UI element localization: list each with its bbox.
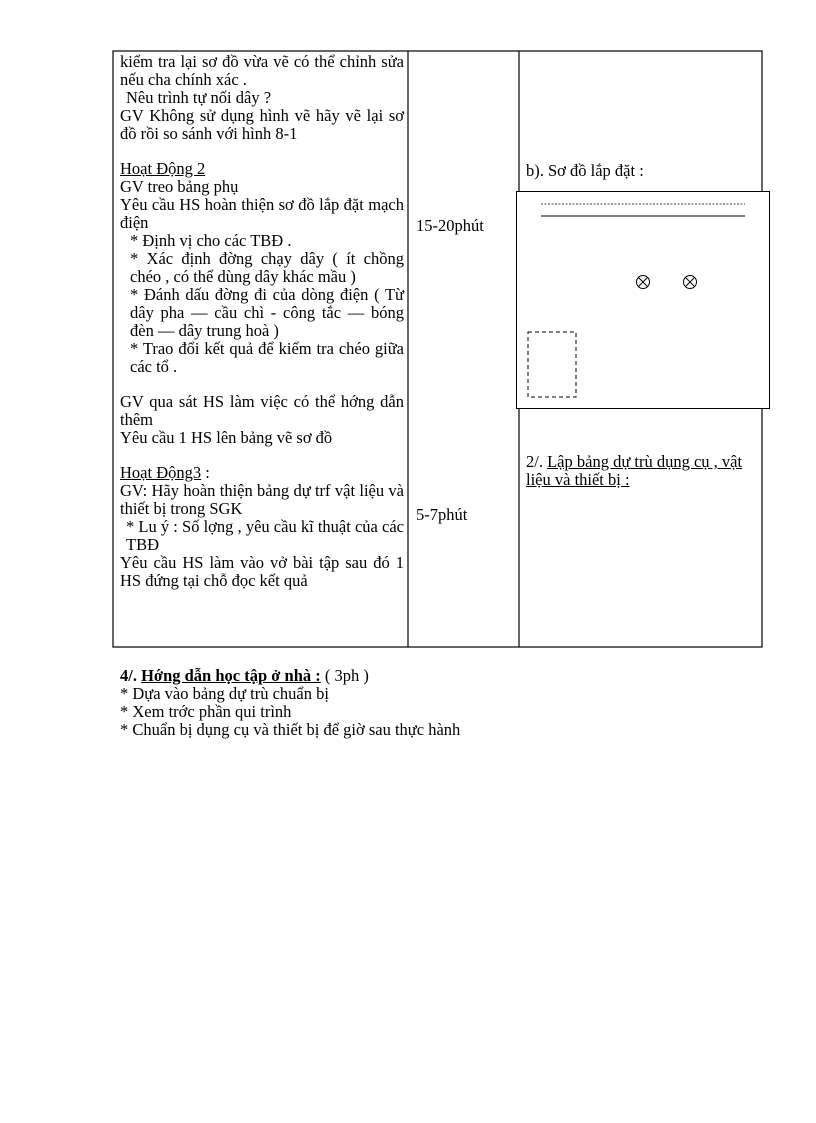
switchboard-outline [528,332,576,397]
section2-prefix: 2/. [526,452,548,471]
homework-duration: ( 3ph ) [320,666,369,685]
section2-title: Lập bảng dự trù dụng cụ , vật liệu và thiết bị : [526,452,743,489]
activity2-line: * Định vị cho các TBĐ . [130,231,292,250]
activity3-line: GV: Hãy hoàn thiện bảng dự trf vật liệu và thiết bị trong SGK [120,481,404,518]
intro-line: Nêu trình tự nối dây ? [126,88,272,107]
activity2-line: GV treo bảng phụ [120,177,239,196]
homework-number: 4/. [120,666,142,685]
activity3-heading [120,464,404,482]
time-activity3: 5-7phút [416,505,468,524]
homework-heading [120,667,460,685]
guide-line: Yêu cầu 1 HS lên bảng vẽ sơ đồ [120,428,333,447]
lamp-icon [684,276,697,289]
intro-line: kiểm tra lại sơ đồ vừa vẽ có thể chỉnh sửa nếu cha chính xác . [120,52,404,89]
activity3-suffix: : [201,463,210,482]
installation-diagram [516,191,770,409]
activities-column [120,53,404,590]
activity3-line: * Lu ý : Số lợng , yêu cầu kĩ thuật của các TBĐ [126,517,404,554]
section2-heading [526,453,756,489]
homework-item: * Xem trớc phần qui trình [120,702,292,721]
activity2-line: Yêu cầu HS hoàn thiện sơ đồ lắp đặt mạch điện [120,195,404,232]
installation-diagram-drawing [517,192,769,408]
homework-section [120,667,460,739]
activity2-line: * Đánh dấu đờng đi của dòng điện ( Từ dây pha — cầu chì - công tắc — bóng đèn — dây trung hoà ) [130,285,404,340]
activity3-line: Yêu cầu HS làm vào vở bài tập sau đó 1 HS đứng tại chỗ đọc kết quả [120,553,404,590]
activity2-line: * Trao đổi kết quả để kiểm tra chéo giữa các tổ . [130,339,404,376]
homework-item: * Chuẩn bị dụng cụ và thiết bị để giờ sau thực hành [120,720,461,739]
activity2-line: * Xác định đờng chạy dây ( ít chồng chéo , có thể dùng dây khác mầu ) [130,249,404,286]
guide-line: GV qua sát HS làm việc có thể hớng dẫn thêm [120,392,404,429]
time-activity2: 15-20phút [416,216,484,235]
install-diagram-label: b). Sơ đồ lắp đặt : [526,161,644,180]
homework-item: * Dựa vào bảng dự trù chuẩn bị [120,684,329,703]
homework-title: Hớng dẫn học tập ở nhà : [141,666,321,685]
lamp-icon [637,276,650,289]
activity3-title: Hoạt Động3 [120,463,202,482]
intro-line: GV Không sử dụng hình vẽ hãy vẽ lại sơ đồ rồi so sánh với hình 8-1 [120,106,404,143]
activity2-title: Hoạt Động 2 [120,159,206,178]
